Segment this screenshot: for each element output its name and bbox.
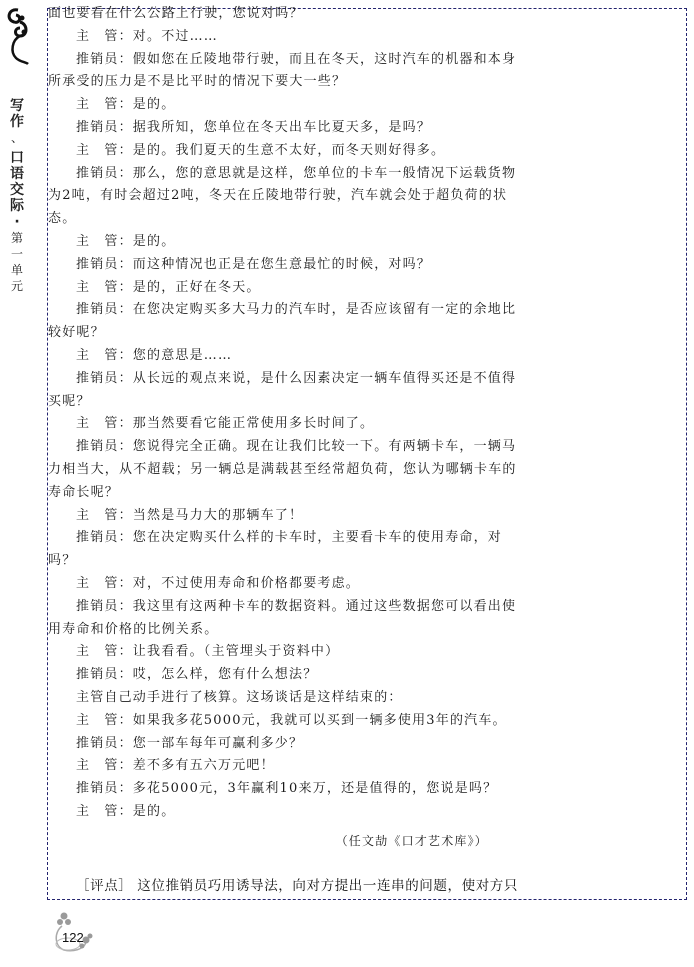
dialogue-line: 主 管：是的。	[76, 233, 176, 249]
dialogue-line: 主 管：是的。	[76, 97, 176, 113]
dialogue-line: 主 管：是的。我们夏天的生意不太好，而冬天则好得多。	[76, 142, 446, 158]
page-number: 122	[62, 930, 84, 945]
side-title-char: 写	[10, 98, 24, 114]
dialogue-line: 主 管：差不多有五六万元吧！	[76, 758, 275, 774]
dialogue-body	[48, 3, 518, 852]
dialogue-line: 主管自己动手进行了核算。这场谈话是这样结束的：	[76, 689, 403, 705]
side-title-char: 单	[10, 263, 23, 277]
dialogue-line: 推销员：那么，您的意思就是这样，您单位的卡车一般情况下运载货物	[76, 165, 517, 181]
side-title-char: 一	[10, 247, 23, 261]
dialogue-line: 推销员：在您决定购买多大马力的汽车时，是否应该留有一定的余地比	[76, 302, 517, 318]
side-title-char: 作	[10, 114, 24, 130]
dialogue-line: 面也要看在什么公路上行驶，您说对吗？	[48, 6, 304, 21]
side-title-char: ·	[14, 214, 20, 230]
dialogue-line: 寿命长呢？	[48, 484, 120, 500]
dialogue-line: 主 管：对，不过使用寿命和价格都要考虑。	[76, 575, 361, 591]
side-title-char: 第	[10, 231, 23, 245]
dialogue-line: 主 管：对。不过……	[76, 28, 219, 44]
dialogue-line: 推销员：您在决定购买什么样的卡车时，主要看卡车的使用寿命，对	[76, 530, 503, 546]
side-title-char: 、	[10, 131, 23, 145]
side-title-char: 际	[10, 198, 24, 214]
dialogue-line: 买呢？	[48, 393, 91, 409]
dialogue-line: 推销员：哎，怎么样，您有什么想法？	[76, 667, 318, 683]
source-citation: （任文劼《口才艺术库》）	[335, 833, 488, 848]
side-title-char: 交	[10, 182, 24, 198]
chapter-side-title	[8, 98, 26, 294]
dialogue-line: 推销员：假如您在丘陵地带行驶，而且在冬天，这时汽车的机器和本身	[76, 51, 517, 67]
dialogue-line: 主 管：是的，正好在冬天。	[76, 279, 261, 295]
dialogue-line: 主 管：当然是马力大的那辆车了！	[76, 507, 304, 523]
dialogue-line: 主 管：如果我多花5000元，我就可以买到一辆多使用3年的汽车。	[76, 712, 507, 728]
dialogue-line: 用寿命和价格的比例关系。	[48, 621, 219, 637]
dialogue-line: 为2吨，有时会超过2吨，冬天在丘陵地带行驶，汽车就会处于超负荷的状	[48, 188, 508, 204]
dialogue-line: 推销员：您说得完全正确。现在让我们比较一下。有两辆卡车，一辆马	[76, 439, 517, 455]
side-title-char: 口	[10, 150, 24, 166]
dialogue-line: 态。	[48, 211, 77, 227]
dialogue-line: 所承受的压力是不是比平时的情况下要大一些？	[48, 74, 347, 90]
dialogue-line: 主 管：让我看看。（主管埋头于资料中）	[76, 644, 340, 660]
dialogue-line: 推销员：据我所知，您单位在冬天出车比夏天多，是吗？	[76, 119, 432, 135]
dialogue-line: 较好呢？	[48, 325, 105, 341]
side-title-char: 元	[10, 279, 23, 293]
dialogue-line: 推销员：您一部车每年可赢利多少？	[76, 735, 304, 751]
scroll-ornament-icon	[4, 6, 34, 68]
comment-text: ［评点］ 这位推销员巧用诱导法，向对方提出一连串的问题，使对方只	[76, 878, 518, 894]
dialogue-line: 吗？	[48, 553, 77, 569]
dialogue-line: 推销员：从长远的观点来说，是什么因素决定一辆车值得买还是不值得	[76, 370, 517, 386]
dialogue-line: 主 管：您的意思是……	[76, 347, 233, 363]
dialogue-line: 推销员：多花5000元，3年赢利10来万，还是值得的，您说是吗？	[76, 781, 498, 797]
side-title-char: 语	[10, 166, 24, 182]
dialogue-line: 推销员：而这种情况也正是在您生意最忙的时候，对吗？	[76, 256, 432, 272]
dialogue-line: 力相当大，从不超载；另一辆总是满载甚至经常超负荷，您认为哪辆卡车的	[48, 461, 517, 477]
dialogue-line: 主 管：那当然要看它能正常使用多长时间了。	[76, 416, 375, 432]
dialogue-line: 主 管：是的。	[76, 803, 176, 819]
dialogue-line: 推销员：我这里有这两种卡车的数据资料。通过这些数据您可以看出使	[76, 598, 517, 614]
